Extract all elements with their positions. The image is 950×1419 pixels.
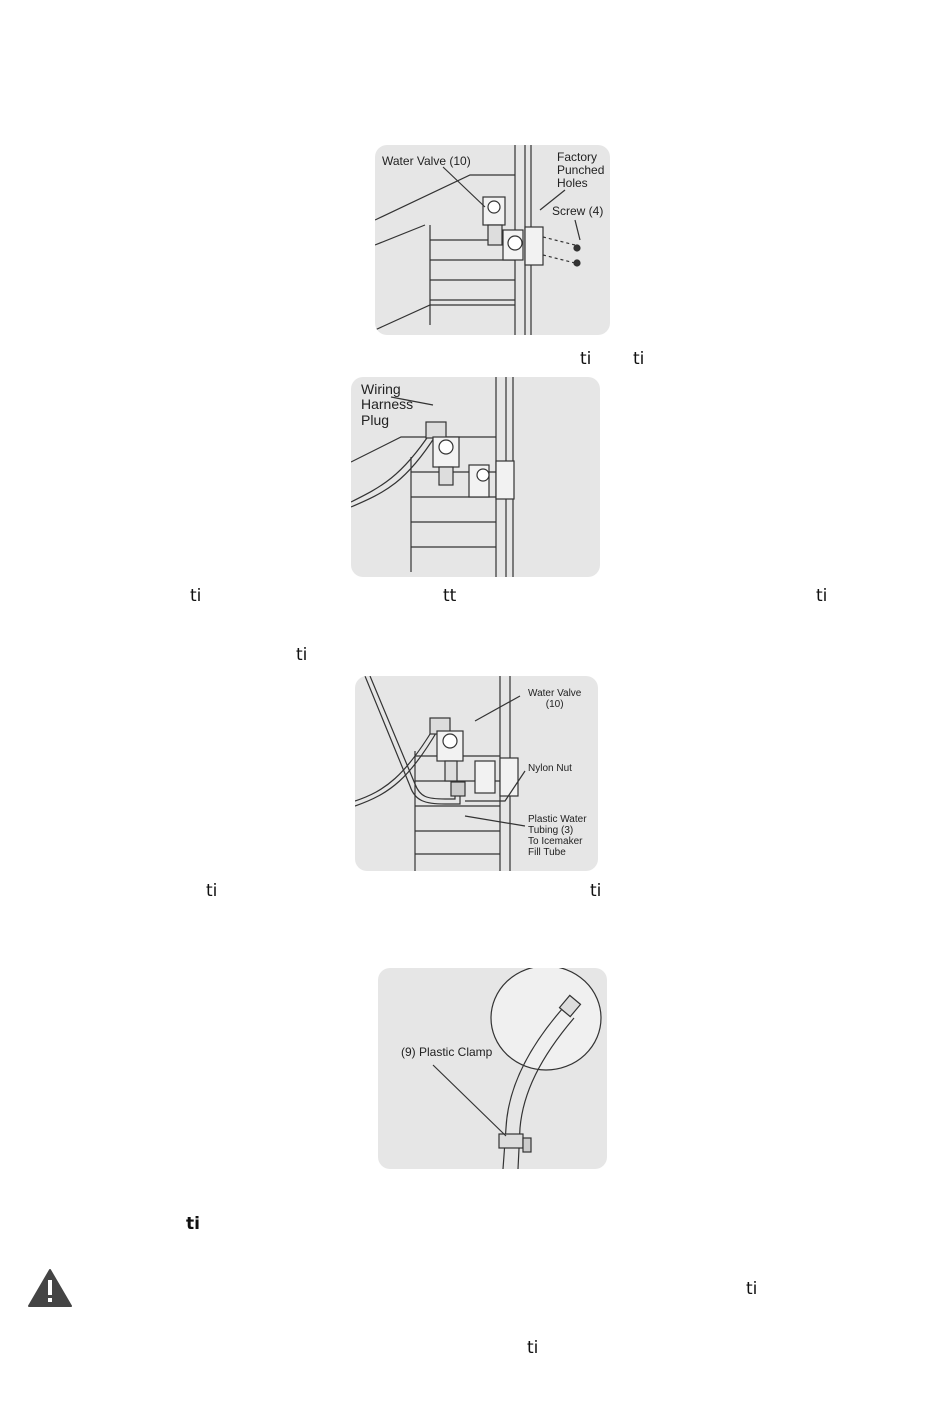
label-water-valve: Water Valve (10)	[528, 688, 582, 710]
label-nylon-nut: Nylon Nut	[528, 763, 572, 774]
label-wiring-harness: Wiring Harness Plug	[361, 381, 414, 428]
label-water-valve: Water Valve (10)	[382, 154, 471, 168]
plastic-clamp-illustration	[378, 968, 607, 1169]
text-fragment: ti	[296, 645, 308, 665]
text-fragment: ti	[746, 1279, 758, 1299]
text-fragment: ti	[206, 881, 218, 901]
label-punched-holes: Factory Punched Holes	[557, 150, 605, 191]
label-screw: Screw (4)	[552, 204, 604, 218]
label-plastic-clamp: (9) Plastic Clamp	[401, 1045, 493, 1059]
figure-wiring-harness	[351, 377, 600, 577]
text-fragment: ti	[186, 1214, 200, 1234]
figure-plastic-clamp	[378, 968, 607, 1169]
text-fragment: ti	[590, 881, 602, 901]
text-fragment: tt	[443, 586, 457, 606]
text-fragment: ti	[633, 349, 645, 369]
label-plastic-tubing: Plastic Water Tubing (3) To Icemaker Fill Tube	[528, 814, 587, 858]
text-fragment: ti	[527, 1338, 539, 1358]
text-fragment: ti	[816, 586, 828, 606]
figure-water-tubing	[355, 676, 598, 871]
text-fragment: ti	[190, 586, 202, 606]
text-fragment: ti	[580, 349, 592, 369]
warning-triangle-icon	[27, 1268, 73, 1308]
figure-water-valve-mount	[375, 145, 610, 335]
